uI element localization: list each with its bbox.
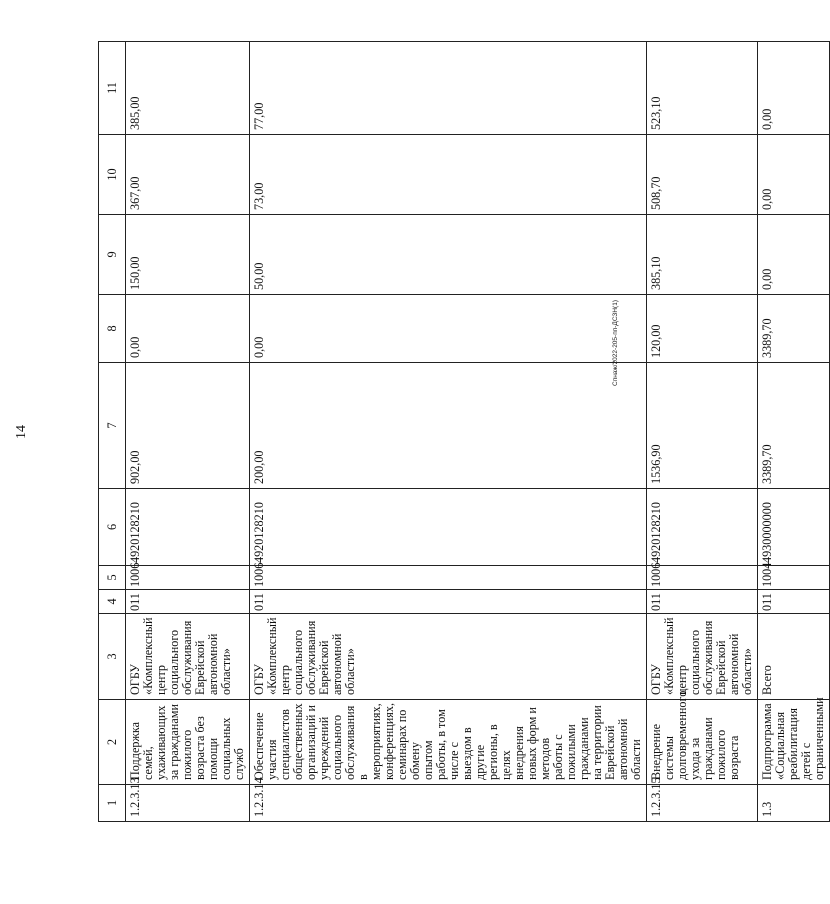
header-cell: 10: [99, 135, 126, 215]
row-executor: ОГБУ «Комплексный центр социального обслуживания Еврейской автономной области»: [250, 614, 647, 700]
header-cell: 5: [99, 566, 126, 590]
cell-c9: 150,00: [126, 215, 250, 295]
header-cell: 2: [99, 700, 126, 785]
row-executor: Всего: [758, 614, 830, 700]
row-name: Поддержка семей, ухаживающих за гражданами пожилого возраста без помощи социальных служб: [126, 700, 250, 785]
cell-c8: 120,00: [647, 295, 758, 363]
header-cell: 8: [99, 295, 126, 363]
cell-c9: 0,00: [758, 215, 830, 295]
table-row: [647, 42, 758, 822]
cell-c7: 3389,70: [758, 363, 830, 489]
cell-c8: 0,00: [250, 295, 647, 363]
cell-c8: 3389,70: [758, 295, 830, 363]
row-id: 1.2.3.14: [250, 785, 647, 822]
cell-c5: 1006: [647, 566, 758, 590]
cell-c5: 1006: [126, 566, 250, 590]
cell-c7: 902,00: [126, 363, 250, 489]
footer-code: Спнаж/2022-205-пп-ДСЗН(1): [612, 300, 619, 386]
row-id: 1.2.3.15: [647, 785, 758, 822]
cell-c9: 385,10: [647, 215, 758, 295]
cell-c9: 50,00: [250, 215, 647, 295]
cell-c11: 77,00: [250, 42, 647, 135]
row-id: 1.3: [758, 785, 830, 822]
cell-c4: 011: [647, 590, 758, 614]
page-number: 14: [14, 425, 29, 439]
cell-c4: 011: [250, 590, 647, 614]
cell-c4: 011: [758, 590, 830, 614]
cell-c7: 200,00: [250, 363, 647, 489]
cell-c11: 0,00: [758, 42, 830, 135]
cell-c6: 4920128210: [126, 489, 250, 566]
row-id: 1.2.3.13: [126, 785, 250, 822]
table-header-row: [99, 42, 126, 822]
header-cell: 7: [99, 363, 126, 489]
cell-c11: 523,10: [647, 42, 758, 135]
cell-c5: 1004: [758, 566, 830, 590]
cell-c8: 0,00: [126, 295, 250, 363]
header-cell: 6: [99, 489, 126, 566]
cell-c6: 4920128210: [647, 489, 758, 566]
table-row: [758, 42, 830, 822]
row-executor: ОГБУ «Комплексный центр социального обслуживания Еврейской автономной области»: [126, 614, 250, 700]
cell-c11: 385,00: [126, 42, 250, 135]
budget-table: [98, 41, 830, 822]
table-row: [126, 42, 250, 822]
row-executor: ОГБУ «Комплексный центр социального обслуживания Еврейской автономной области»: [647, 614, 758, 700]
cell-c10: 367,00: [126, 135, 250, 215]
cell-c7: 1536,90: [647, 363, 758, 489]
cell-c6: 4920128210: [250, 489, 647, 566]
row-name: Подпрограмма «Социальная реабилитация детей с ограниченными: [758, 700, 830, 785]
header-cell: 9: [99, 215, 126, 295]
header-cell: 11: [99, 42, 126, 135]
row-name: Внедрение системы долговременного ухода за гражданами пожилого возраста: [647, 700, 758, 785]
row-name: Обеспечение участия специалистов общественных организаций и учреждений социального обслуживания в мероприятиях, конференциях, семинарах по обмену опытом работы, в том числе с выездом в другие регионы, в целях внедрения новых форм и методов работы с пожилыми гражданами на территории Еврейской автономной области: [250, 700, 647, 785]
cell-c6: 4930000000: [758, 489, 830, 566]
cell-c10: 73,00: [250, 135, 647, 215]
table-row: [250, 42, 647, 822]
cell-c10: 0,00: [758, 135, 830, 215]
cell-c5: 1006: [250, 566, 647, 590]
header-cell: 1: [99, 785, 126, 822]
header-cell: 3: [99, 614, 126, 700]
cell-c10: 508,70: [647, 135, 758, 215]
cell-c4: 011: [126, 590, 250, 614]
header-cell: 4: [99, 590, 126, 614]
